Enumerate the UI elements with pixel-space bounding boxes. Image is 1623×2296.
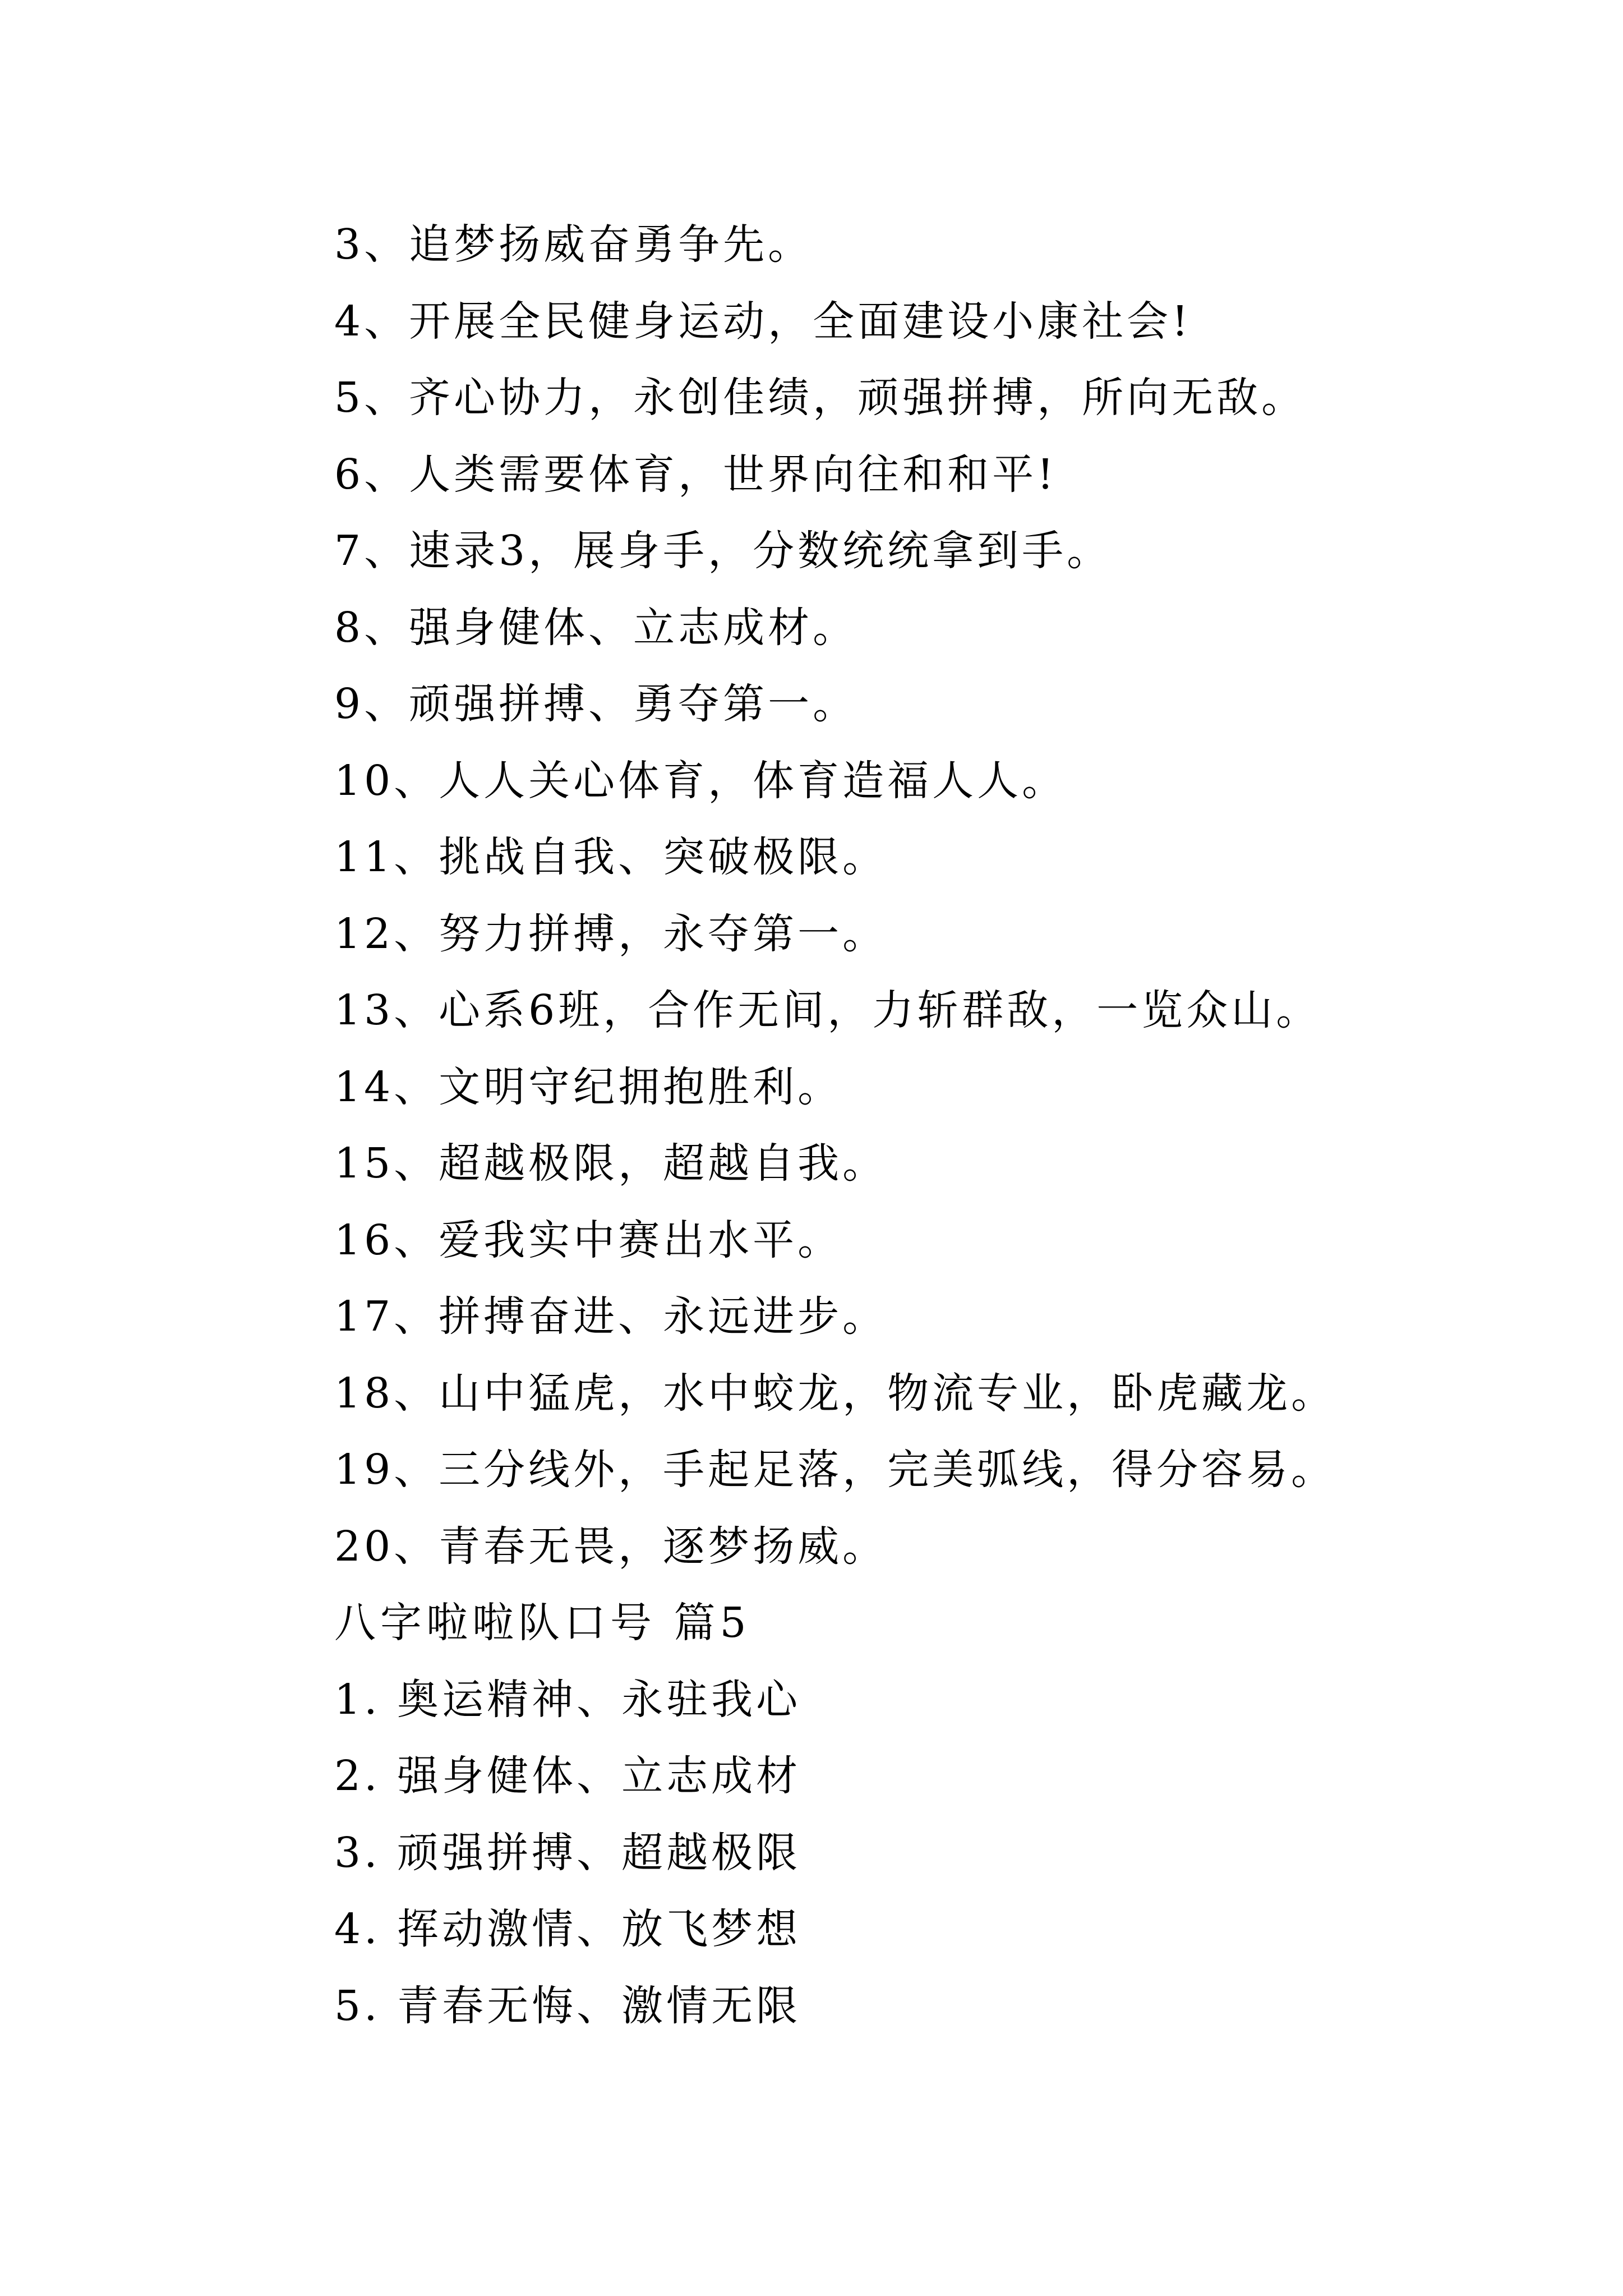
section-item: 2. 强身健体、立志成材 xyxy=(334,1752,801,1800)
slogan-line: 7、速录3，展身手，分数统统拿到手。 xyxy=(334,527,1112,575)
slogan-line: 12、努力拼搏，永夺第一。 xyxy=(334,909,888,958)
slogan-line: 6、人类需要体育，世界向往和和平! xyxy=(334,450,1057,499)
slogan-line: 3、追梦扬威奋勇争先。 xyxy=(334,220,813,269)
slogan-line: 5、齐心协力，永创佳绩，顽强拼搏，所向无敌。 xyxy=(334,374,1307,422)
document-body xyxy=(334,206,1512,2044)
section-item: 3. 顽强拼搏、超越极限 xyxy=(334,1828,801,1877)
section-item: 1. 奥运精神、永驻我心 xyxy=(334,1675,801,1724)
slogan-line: 13、心系6班，合作无间，力斩群敌，一览众山。 xyxy=(334,986,1321,1034)
slogan-line: 19、三分线外，手起足落，完美弧线，得分容易。 xyxy=(334,1446,1336,1494)
section-heading: 八字啦啦队口号 篇5 xyxy=(334,1599,751,1647)
slogan-line: 8、强身健体、立志成材。 xyxy=(334,603,858,652)
slogan-line: 15、超越极限，超越自我。 xyxy=(334,1139,888,1188)
slogan-line: 9、顽强拼搏、勇夺第一。 xyxy=(334,680,858,728)
slogan-line: 14、文明守纪拥抱胜利。 xyxy=(334,1062,843,1111)
slogan-line: 17、拼搏奋进、永远进步。 xyxy=(334,1292,888,1341)
section-item: 4. 挥动激情、放飞梦想 xyxy=(334,1905,801,1953)
slogan-line: 4、开展全民健身运动，全面建设小康社会! xyxy=(334,297,1192,346)
slogan-line: 10、人人关心体育，体育造福人人。 xyxy=(334,756,1067,805)
slogan-line: 18、山中猛虎，水中蛟龙，物流专业，卧虎藏龙。 xyxy=(334,1369,1336,1418)
slogan-line: 16、爱我实中赛出水平。 xyxy=(334,1216,843,1264)
slogan-line: 11、挑战自我、突破极限。 xyxy=(334,833,888,881)
slogan-line: 20、青春无畏，逐梦扬威。 xyxy=(334,1522,888,1571)
section-item: 5. 青春无悔、激情无限 xyxy=(334,1981,801,2030)
